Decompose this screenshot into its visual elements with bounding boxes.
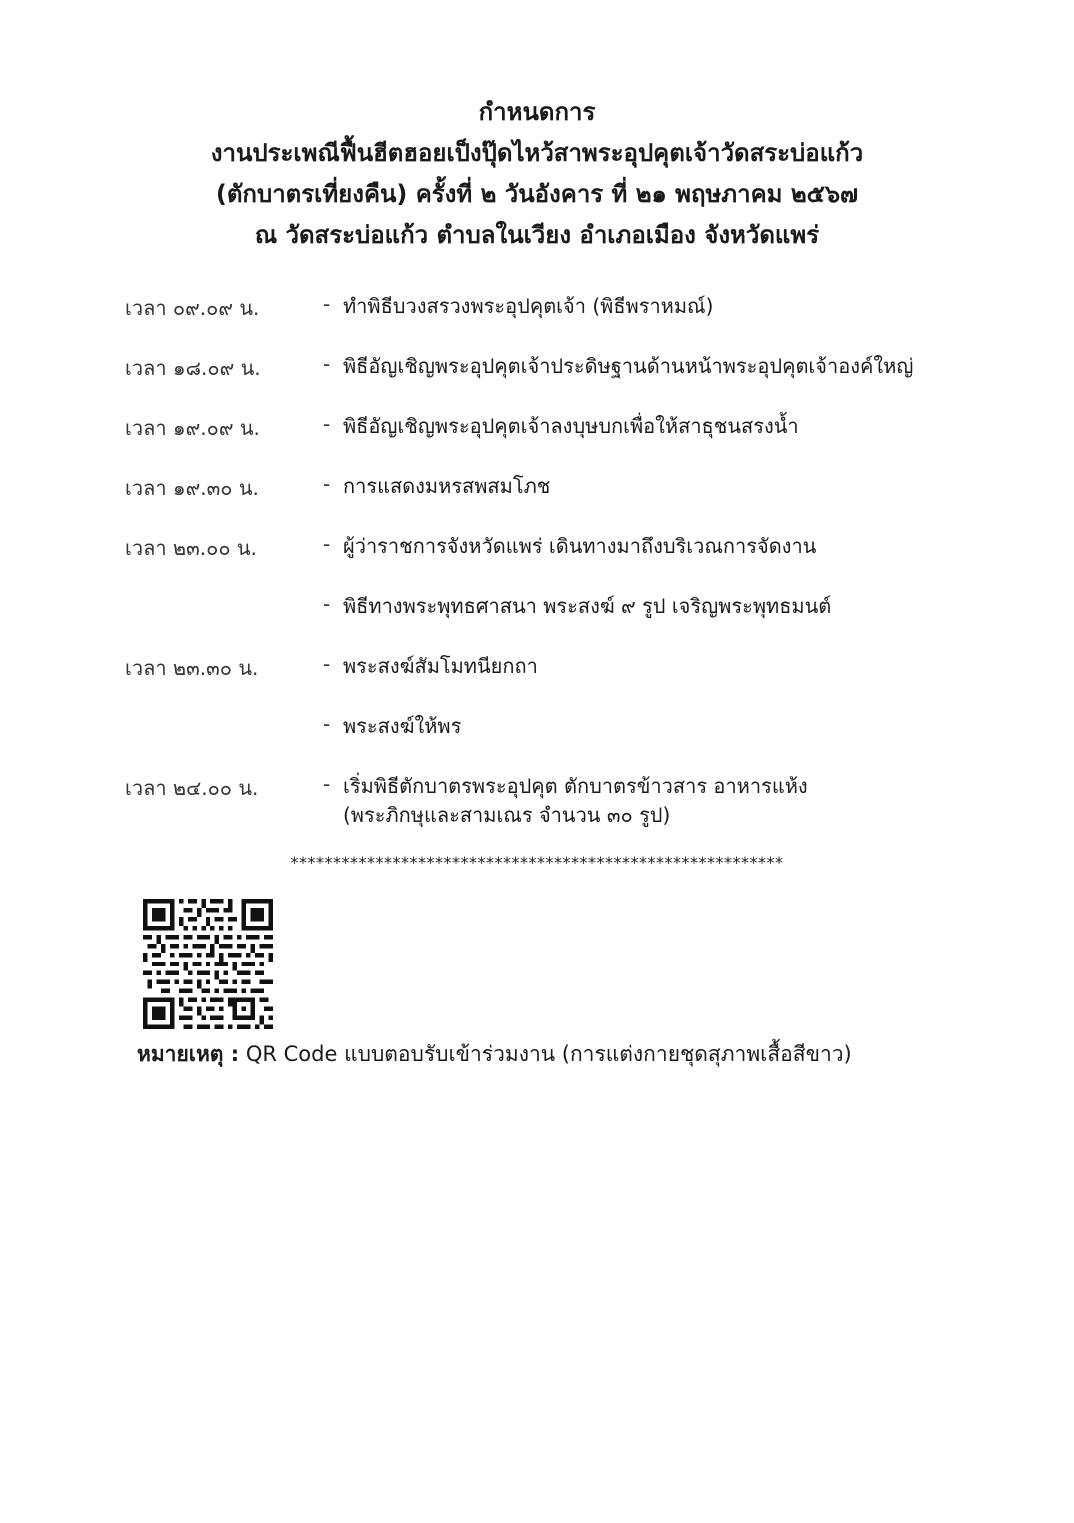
schedule-dash: - [323, 472, 331, 496]
schedule-activity-line: ทำพิธีบวงสรวงพระอุปคุตเจ้า (พิธีพราหมณ์) [343, 294, 714, 318]
header-title: กำหนดการ [478, 98, 596, 126]
schedule-dash: - [323, 712, 331, 736]
schedule-activity-line: การแสดงมหรสพสมโภช [343, 474, 551, 498]
note-text: QR Code แบบตอบรับเข้าร่วมงาน (การแต่งกายชุดสุภาพเสื้อสีขาว) [245, 1042, 852, 1066]
schedule-activity [343, 712, 955, 741]
schedule-activity-line: ผู้ว่าราชการจังหวัดแพร่ เดินทางมาถึงบริเวณการจัดงาน [343, 534, 817, 558]
schedule-time: เวลา ๒๓.๓๐ น. [125, 656, 259, 680]
schedule-activity-line: พระสงฆ์สัมโมทนียกถา [343, 654, 538, 678]
schedule-dash: - [323, 352, 331, 376]
header-event-location: ณ วัดสระบ่อแก้ว ตำบลในเวียง อำเภอเมือง จังหวัดแพร่ [254, 221, 820, 249]
schedule-activity [343, 772, 955, 830]
schedule-row [125, 652, 955, 712]
schedule-activity [343, 412, 955, 441]
note-label: หมายเหตุ : [137, 1042, 240, 1066]
schedule-row [125, 472, 955, 532]
schedule-time: เวลา ๒๓.๐๐ น. [125, 536, 257, 560]
schedule-activity [343, 472, 955, 501]
schedule-activity-line: พิธีทางพระพุทธศาสนา พระสงฆ์ ๙ รูป เจริญพระพุทธมนต์ [343, 594, 832, 618]
schedule-list [125, 292, 955, 848]
schedule-time: เวลา ๑๙.๓๐ น. [125, 476, 259, 500]
schedule-dash: - [323, 772, 331, 796]
schedule-activity [343, 652, 955, 681]
schedule-activity [343, 292, 955, 321]
schedule-dash: - [323, 412, 331, 436]
schedule-dash: - [323, 652, 331, 676]
note [137, 1038, 852, 1071]
schedule-dash: - [323, 532, 331, 556]
schedule-activity-line: เริ่มพิธีตักบาตรพระอุปคุต ตักบาตรข้าวสาร อาหารแห้ง [343, 774, 808, 798]
header-event-name: งานประเพณีฟื้นฮีตฮอยเป็งปุ๊ดไหว้สาพระอุปคุตเจ้าวัดสระบ่อแก้ว [210, 139, 864, 167]
schedule-activity-line: พระสงฆ์ให้พร [343, 714, 462, 738]
schedule-activity-line: พิธีอัญเชิญพระอุปคุตเจ้าลงบุษบกเพื่อให้สาธุชนสรงน้ำ [343, 414, 799, 438]
schedule-row [125, 712, 955, 772]
schedule-row [125, 772, 955, 848]
schedule-activity [343, 352, 955, 381]
schedule-row [125, 292, 955, 352]
separator-line: ********************************************************** [290, 853, 784, 872]
schedule-time: เวลา ๑๙.๐๙ น. [125, 416, 260, 440]
schedule-activity [343, 532, 955, 561]
schedule-row [125, 352, 955, 412]
schedule-row [125, 412, 955, 472]
schedule-row [125, 532, 955, 592]
schedule-dash: - [323, 292, 331, 316]
schedule-activity-line-2: (พระภิกษุและสามเณร จำนวน ๓๐ รูป) [343, 803, 671, 827]
document-header [0, 92, 1074, 256]
schedule-time: เวลา ๑๘.๐๙ น. [125, 356, 261, 380]
schedule-time: เวลา ๐๙.๐๙ น. [125, 296, 260, 320]
qr-code-image[interactable] [143, 899, 273, 1029]
schedule-time: เวลา ๒๔.๐๐ น. [125, 776, 259, 800]
header-event-date: (ตักบาตรเที่ยงคืน) ครั้งที่ ๒ วันอังคาร ที่ ๒๑ พฤษภาคม ๒๕๖๗ [215, 180, 859, 208]
schedule-row [125, 592, 955, 652]
schedule-activity-line: พิธีอัญเชิญพระอุปคุตเจ้าประดิษฐานด้านหน้าพระอุปคุตเจ้าองค์ใหญ่ [343, 354, 914, 378]
schedule-dash: - [323, 592, 331, 616]
schedule-activity [343, 592, 955, 621]
